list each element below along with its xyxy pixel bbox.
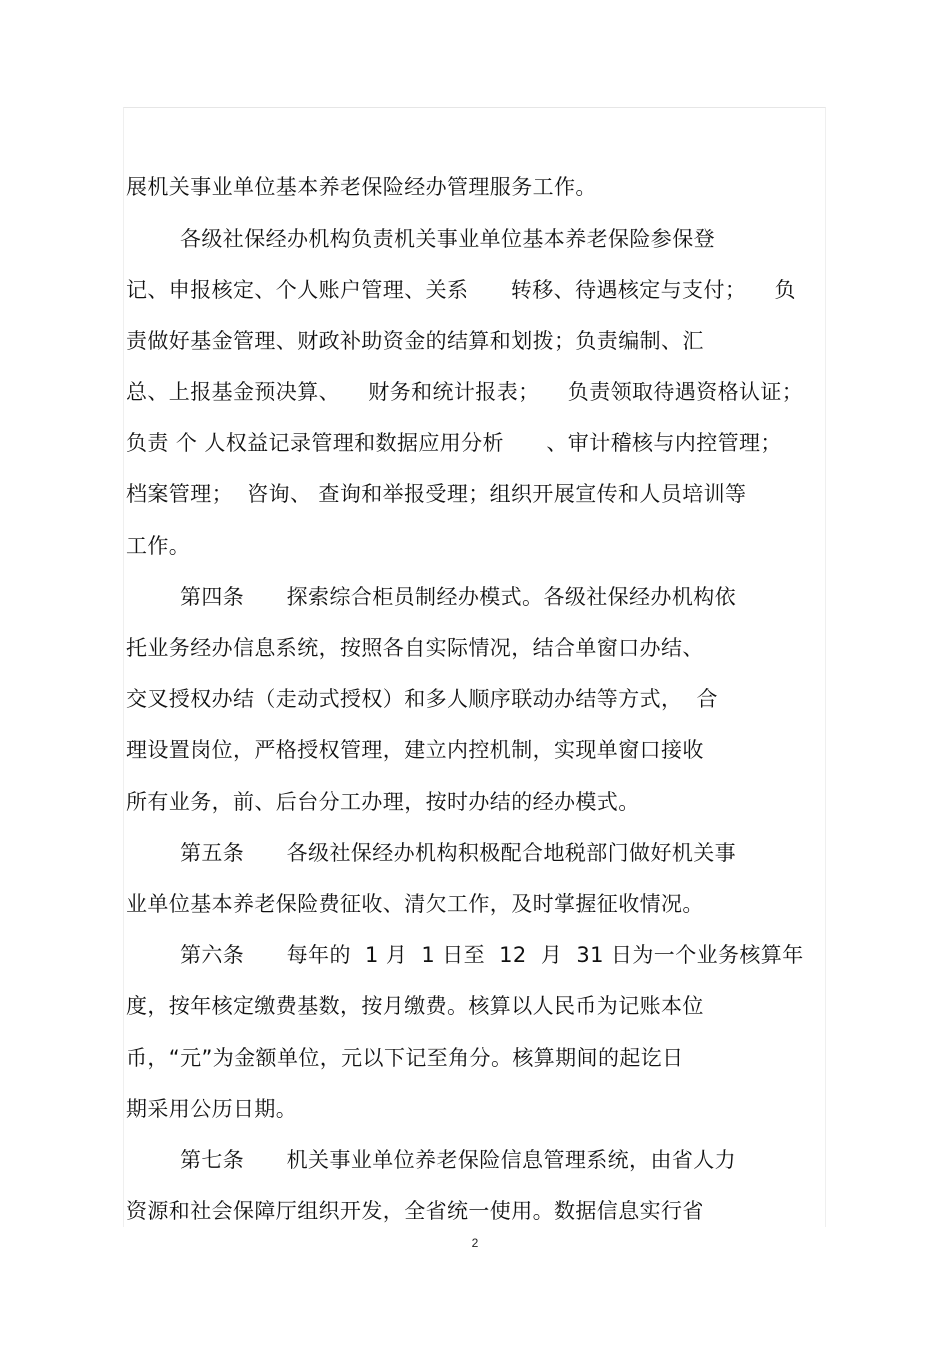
text-line: 业单位基本养老保险费征收、清欠工作，及时掌握征收情况。: [126, 892, 704, 916]
text-line: 度，按年核定缴费基数，按月缴费。核算以人民币为记账本位: [126, 994, 704, 1018]
text-line: 托业务经办信息系统，按照各自实际情况，结合单窗口办结、: [126, 636, 704, 660]
article-6-heading-line: 第六条 每年的 1 月 1 日至 12 月 31 日为一个业务核算年: [180, 943, 804, 967]
paragraph-start-line: 各级社保经办机构负责机关事业单位基本养老保险参保登: [180, 227, 715, 251]
article-5-heading-line: 第五条 各级社保经办机构积极配合地税部门做好机关事: [180, 841, 737, 865]
text-line: 资源和社会保障厅组织开发，全省统一使用。数据信息实行省: [126, 1199, 704, 1223]
text-line: 责做好基金管理、财政补助资金的结算和划拨；负责编制、汇: [126, 329, 704, 353]
text-line: 负责 个 人权益记录管理和数据应用分析 、审计稽核与内控管理；: [126, 431, 782, 455]
text-line: 记、申报核定、个人账户管理、关系 转移、待遇核定与支付； 负: [126, 278, 796, 302]
text-line: 所有业务，前、后台分工办理，按时办结的经办模式。: [126, 790, 640, 814]
text-line: 期采用公历日期。: [126, 1097, 298, 1121]
text-line: 展机关事业单位基本养老保险经办管理服务工作。: [126, 175, 597, 199]
text-line: 总、上报基金预决算、 财务和统计报表； 负责领取待遇资格认证；: [126, 380, 804, 404]
page-number: 2: [471, 1236, 479, 1250]
article-4-heading-line: 第四条 探索综合柜员制经办模式。各级社保经办机构依: [180, 585, 737, 609]
text-line: 交叉授权办结（走动式授权）和多人顺序联动办结等方式， 合: [126, 687, 718, 711]
text-line: 理设置岗位，严格授权管理，建立内控机制，实现单窗口接收: [126, 738, 704, 762]
text-line: 币，“元”为金额单位，元以下记至角分。核算期间的起讫日: [126, 1046, 684, 1070]
article-7-heading-line: 第七条 机关事业单位养老保险信息管理系统，由省人力: [180, 1148, 737, 1172]
text-line: 工作。: [126, 534, 191, 558]
text-line: 档案管理； 咨询、 查询和举报受理；组织开展宣传和人员培训等: [126, 482, 747, 506]
